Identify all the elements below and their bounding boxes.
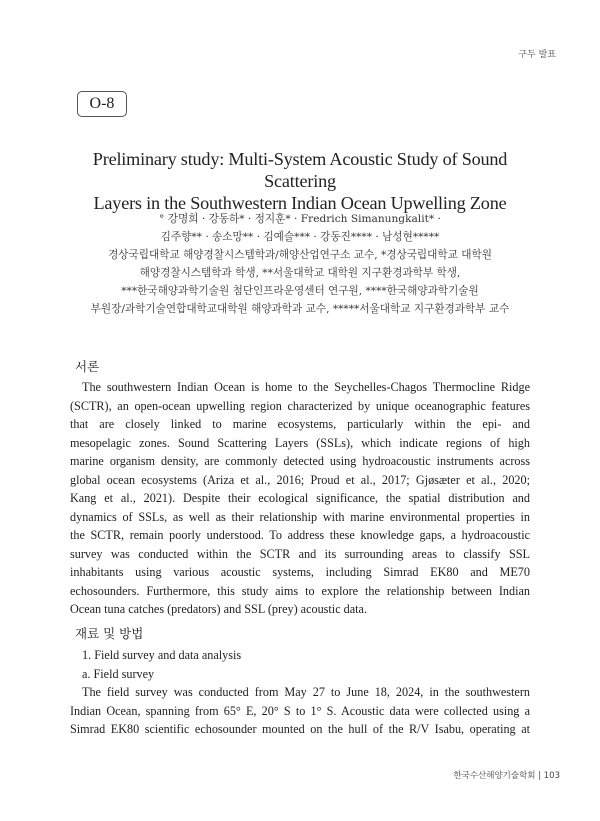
intro-line: survey was conducted within the SCTR and its surrounding areas to classify SSL bbox=[70, 546, 530, 561]
intro-line: echosounders. Furthermore, this study aims to explore the relationship between Indian bbox=[70, 583, 530, 598]
intro-body bbox=[70, 378, 530, 619]
intro-line: The southwestern Indian Ocean is home to the Seychelles-Chagos Thermocline Ridge bbox=[82, 380, 530, 394]
affiliation-line-1: 경상국립대학교 해양경찰시스템학과/해양산업연구소 교수, *경상국립대학교 대학원 bbox=[108, 249, 492, 261]
methods-body bbox=[70, 646, 530, 739]
methods-line: The field survey was conducted from May 27 to June 18, 2024, in the southwestern bbox=[82, 685, 530, 699]
title-line-2: Layers in the Southwestern Indian Ocean Upwelling Zone bbox=[93, 193, 507, 213]
affiliation-line-3: ***한국해양과학기술원 첨단인프라운영센터 연구원, ****한국해양과학기술원 bbox=[121, 285, 479, 297]
page-footer: 한국수산해양기술학회 | 103 bbox=[453, 771, 560, 781]
intro-line: that are closely linked to marine ecosystems, particularly within the epi- and bbox=[70, 417, 530, 431]
author-block bbox=[40, 210, 560, 318]
intro-line: global ocean ecosystems (Ariza et al., 2016; Proud et al., 2017; Gjøsæter et al., 2020; bbox=[70, 472, 530, 487]
methods-line: Indian Ocean, spanning from 65° E, 20° S to 1° S. Acoustic data were collected using a bbox=[70, 703, 530, 718]
intro-line: mesopelagic zones. Sound Scattering Layers (SSLs), which indicate regions of high bbox=[70, 435, 530, 450]
intro-heading: 서론 bbox=[75, 359, 100, 374]
intro-line: the SCTR, remain poorly understood. To address these knowledge gaps, a hydroacoustic bbox=[70, 528, 530, 542]
intro-line: inhabitants using various acoustic systems, including Simrad EK80 and ME70 bbox=[70, 565, 530, 579]
methods-item-1: 1. Field survey and data analysis bbox=[82, 648, 242, 662]
intro-line: marine organism density, are commonly detected using hydroacoustic instruments across bbox=[70, 454, 530, 468]
methods-item-2: a. Field survey bbox=[82, 666, 155, 681]
author-line-2: 김주향** · 송소망** · 김예슬*** · 강동진**** · 남성현***** bbox=[160, 231, 440, 243]
section-label: 구두 발표 bbox=[518, 50, 556, 60]
methods-heading: 재료 및 방법 bbox=[75, 626, 144, 641]
paper-title bbox=[60, 148, 540, 214]
intro-line: (SCTR), an open-ocean upwelling region characterized by unique oceanographic features bbox=[70, 398, 530, 413]
intro-line: Ocean tuna catches (predators) and SSL (prey) acoustic data. bbox=[70, 602, 367, 616]
presentation-code: O-8 bbox=[77, 91, 127, 117]
title-line-1: Preliminary study: Multi-System Acoustic Study of Sound Scattering bbox=[92, 149, 508, 191]
author-line-1: ° 강명희 · 강동하* · 정지훈* · Fredrich Simanungkalit* · bbox=[159, 213, 441, 225]
affiliation-line-4: 부원장/과학기술연합대학교대학원 해양과학과 교수, *****서울대학교 지구환경과학부 교수 bbox=[90, 303, 510, 315]
methods-line: Simrad EK80 scientific echosounder mounted on the hull of the R/V Isabu, operating at bbox=[70, 722, 530, 736]
intro-line: dynamics of SSLs, as well as their relationship with marine environmental properties in bbox=[70, 509, 530, 524]
affiliation-line-2: 해양경찰시스템학과 학생, **서울대학교 대학원 지구환경과학부 학생, bbox=[139, 267, 461, 279]
intro-line: Kang et al., 2021). Despite their ecological significance, the spatial distribution and bbox=[70, 491, 530, 505]
